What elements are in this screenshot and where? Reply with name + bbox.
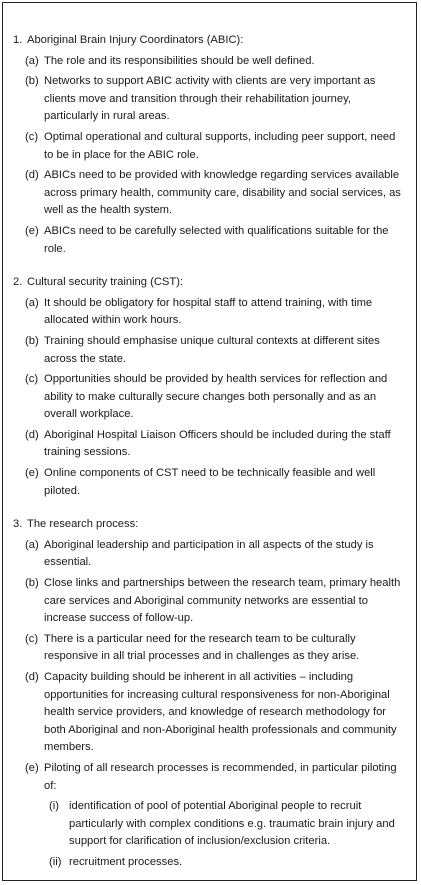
item-label: (c): [25, 373, 39, 386]
item-text: It should be obligatory for hospital staff to attend training, with time allocated within work hours.: [44, 296, 373, 327]
section-number: 2.: [13, 276, 23, 289]
item-text: ABICs need to be provided with knowledge regarding services available across primary health, community care, disability and social services, as well as the health system.: [44, 169, 401, 217]
item-label: (a): [25, 296, 39, 309]
list-item: [25, 760, 406, 875]
item-label: (e): [25, 467, 39, 480]
list-item: [25, 53, 406, 71]
item-label: (d): [25, 428, 39, 441]
section-number: 1.: [13, 34, 23, 46]
item-body: [44, 760, 406, 875]
item-text: The role and its responsibilities should be well defined.: [44, 54, 315, 67]
section-research-process: [13, 516, 406, 874]
section-cst: [13, 274, 406, 500]
item-label: (b): [25, 75, 39, 88]
list-item: [25, 427, 406, 462]
list-item: [25, 167, 406, 220]
item-text: Aboriginal Hospital Liaison Officers should be included during the staff training sessions.: [44, 428, 391, 459]
section-number: 3.: [13, 518, 23, 531]
item-text: Opportunities should be provided by health services for reflection and ability to make culturally secure changes both personally and as an overall workplace.: [44, 373, 388, 421]
recommendations-box: [2, 2, 417, 881]
list-item: [25, 129, 406, 164]
list-item: [25, 465, 406, 500]
item-text: Training should emphasise unique cultural contexts at different sites across the state.: [44, 334, 380, 365]
item-text: Online components of CST need to be technically feasible and well piloted.: [44, 467, 376, 497]
subitem-label: (i): [49, 800, 59, 813]
item-label: (b): [25, 334, 39, 347]
item-text: Aboriginal leadership and participation in all aspects of the study is essential.: [44, 538, 374, 569]
list-item: [25, 537, 406, 572]
list-item: [25, 669, 406, 757]
item-label: (e): [25, 761, 39, 774]
item-label: (c): [25, 632, 39, 645]
item-text: There is a particular need for the research team to be culturally responsive in all trial processes and in challenges as they arise.: [44, 632, 360, 663]
subitem-label: (ii): [49, 855, 62, 868]
list-item: [25, 223, 406, 258]
section-heading: [13, 516, 406, 534]
item-text: Capacity building should be inherent in all activities – including opportunities for increasing cultural responsiveness for non-Aboriginal health service providers, and knowledge of research methodology for both Aboriginal and non-Aboriginal health professionals and community members.: [44, 671, 397, 754]
section-heading: [13, 32, 406, 50]
section-heading: [13, 274, 406, 292]
list-item: [25, 575, 406, 628]
list-item: [25, 73, 406, 126]
item-label: (a): [25, 538, 39, 551]
list-item: [25, 295, 406, 330]
item-label: (e): [25, 224, 39, 237]
sub-list-item: [49, 798, 406, 851]
item-label: (d): [25, 671, 39, 683]
item-label: (d): [25, 169, 39, 182]
item-text: ABICs need to be carefully selected with qualifications suitable for the role.: [44, 224, 389, 255]
item-text: Close links and partnerships between the research team, primary health care services and Aboriginal community networks are essential to increase success of follow-up.: [44, 577, 401, 625]
item-text: Networks to support ABIC activity with clients are very important as clients move and transition through their rehabilitation journey, particularly in rural areas.: [44, 75, 376, 123]
sub-list-item: [49, 854, 406, 872]
subitem-text: identification of pool of potential Aboriginal people to recruit particularly with complex conditions e.g. traumatic brain injury and support for clarification of inclusion/exclusion criteria.: [69, 800, 395, 848]
section-title: The research process:: [27, 518, 139, 531]
list-item: [25, 371, 406, 424]
item-label: (b): [25, 577, 39, 590]
item-label: (c): [25, 130, 39, 143]
item-label: (a): [25, 54, 39, 67]
section-title: Cultural security training (CST):: [27, 276, 184, 289]
sub-list: [44, 798, 406, 871]
list-item: [25, 333, 406, 368]
section-title: Aboriginal Brain Injury Coordinators (ABIC):: [27, 34, 244, 46]
section-abic: [13, 32, 406, 258]
item-text: Piloting of all research processes is recommended, in particular piloting of:: [44, 761, 397, 792]
list-item: [25, 631, 406, 666]
item-text: Optimal operational and cultural supports, including peer support, need to be in place for the ABIC role.: [44, 130, 396, 161]
subitem-text: recruitment processes.: [69, 855, 183, 868]
